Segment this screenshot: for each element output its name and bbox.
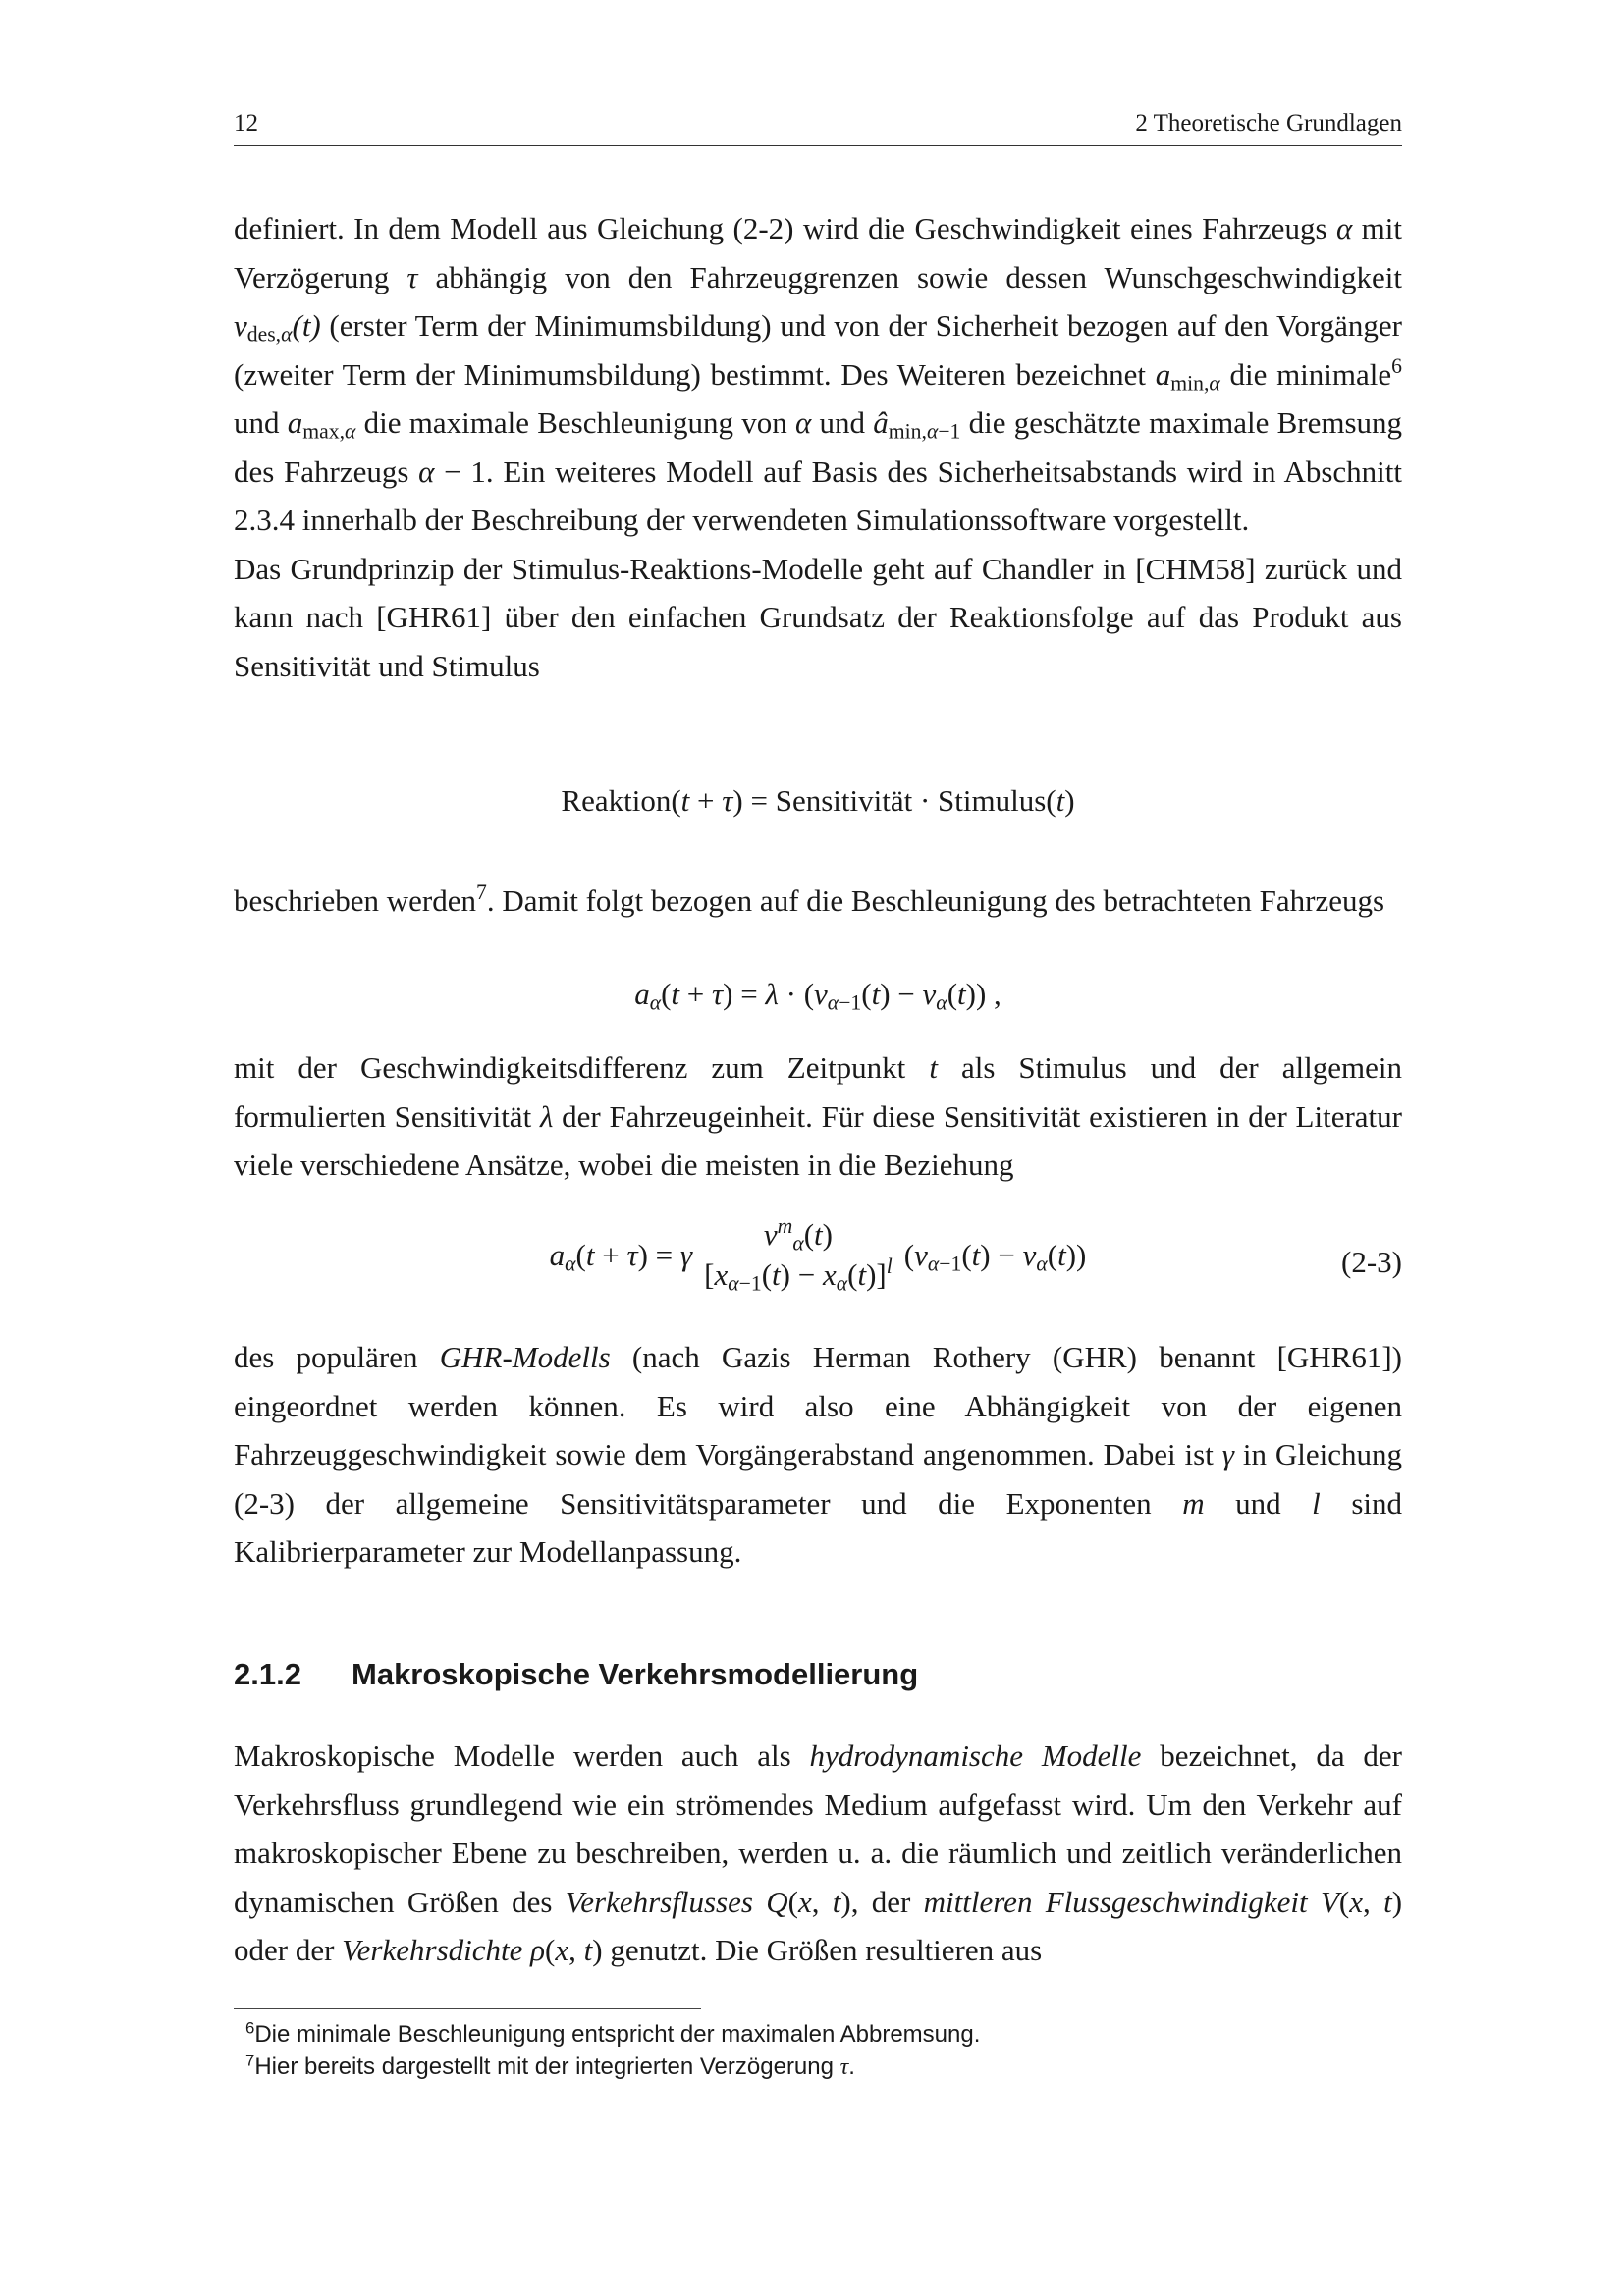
body-block-5 [234,1732,1402,1975]
paragraph-1: definiert. In dem Modell aus Gleichung (2-2) wird die Geschwindigkeit eines Fahrzeugs α mit Verzögerung τ abhängig von den Fahrzeuggrenzen sowie dessen Wunschgeschwindigkeit $v_{des,\alpha}(t)$ (erster Term der Minimumsbildung) und von der Sicherheit bezogen auf den Vorgänger (zweiter Term der Minimumsbildung) bestimmt. Des Weiteren bezeichnet $a_{min,\alpha}$ die minimale$^6$ und $a_{max,\alpha}$ die maximale Beschleunigung von α und $â_{min,\alpha-1}$ die geschätzte maximale Bremsung des Fahrzeugs α − 1. Ein weiteres Modell auf Basis des Sicherheitsabstands wird in Abschnitt 2.3.4 innerhalb der Beschreibung der verwendeten Simulationssoftware vorgestellt. [234,211,1403,537]
paragraph-3: beschrieben werden$^7$. Damit folgt bezogen auf die Beschleunigung des betrachteten Fahrzeugs [234,881,1385,918]
section-number: 2.1.2 [234,1657,301,1691]
equation-acceleration: $a_\alpha(t + \tau) = \lambda \cdot (v_{\alpha-1}(t) - v_\alpha(t))$ , [634,977,1001,1015]
section-heading [234,1657,918,1692]
body-block-3 [234,1043,1402,1190]
body-block-2 [234,877,1402,926]
footnote-rule [234,2008,701,2009]
paragraph-6: Makroskopische Modelle werden auch als hydrodynamische Modelle bezeichnet, da der Verkehrsfluss grundlegend wie ein strömendes Medium aufgefasst wird. Um den Verkehr auf makroskopischer Ebene zu beschreiben, werden u. a. die räumlich und zeitlich veränderlichen dynamischen Größen des Verkehrsflusses Q(x, t), der mittleren Flussgeschwindigkeit V(x, t) oder der Verkehrsdichte ρ(x, t) genutzt. Die Größen resultieren aus [234,1738,1403,1967]
running-chapter-title: 2 Theoretische Grundlagen [1135,110,1402,136]
body-block-4 [234,1333,1402,1576]
paragraph-5: des populären GHR-Modells (nach Gazis Herman Rothery (GHR) benannt [GHR61]) eingeordnet werden können. Es wird also eine Abhängigkeit von der eigenen Fahrzeuggeschwindigkeit sowie dem Vorgängerabstand angenommen. Dabei ist γ in Gleichung (2-3) der allgemeine Sensitivitätsparameter und die Exponenten m und l sind Kalibrierparameter zur Modellanpassung. [234,1340,1403,1569]
equation-number: (2-3) [1341,1245,1402,1279]
paragraph-4: mit der Geschwindigkeitsdifferenz zum Zeitpunkt t als Stimulus und der allgemein formulierten Sensitivität λ der Fahrzeugeinheit. Für diese Sensitivität existieren in der Literatur viele verschiedene Ansätze, wobei die meisten in die Beziehung [234,1050,1402,1182]
equation-reaction: Reaktion(t + τ) = Sensitivität · Stimulus(t) [561,783,1075,818]
equation-ghr: $a_\alpha(t + \tau) = \gamma$ $\frac{v^m_\alpha(t)}{[x_{\alpha-1}(t) - x_\alpha(t)]^l}$ $(v_{\alpha-1}(t) - v_\alpha(t))$ (2-3) [549,1214,1402,1296]
footnote-6: $^6$Die minimale Beschleunigung entspricht der maximalen Abbremsung. [245,2018,981,2048]
footnote-ref-7[interactable]: 7 [476,881,487,905]
body-block-1 [234,204,1402,690]
section-title: Makroskopische Verkehrsmodellierung [352,1657,919,1691]
page-number: 12 [234,110,258,136]
page-header [234,110,1402,146]
ghr-fraction: $\frac{v^m_\alpha(t)}{[x_{\alpha-1}(t) - x_\alpha(t)]^l}$ [698,1217,898,1293]
footnotes [245,2018,980,2084]
footnote-ref-6[interactable]: 6 [1391,353,1402,378]
paragraph-2: Das Grundprinzip der Stimulus-Reaktions-Modelle geht auf Chandler in [CHM58] zurück und kann nach [GHR61] über den einfachen Grundsatz der Reaktionsfolge auf das Produkt aus Sensitivität und Stimulus [234,551,1402,683]
footnote-7: $^7$Hier bereits dargestellt mit der integrierten Verzögerung τ. [245,2051,855,2080]
